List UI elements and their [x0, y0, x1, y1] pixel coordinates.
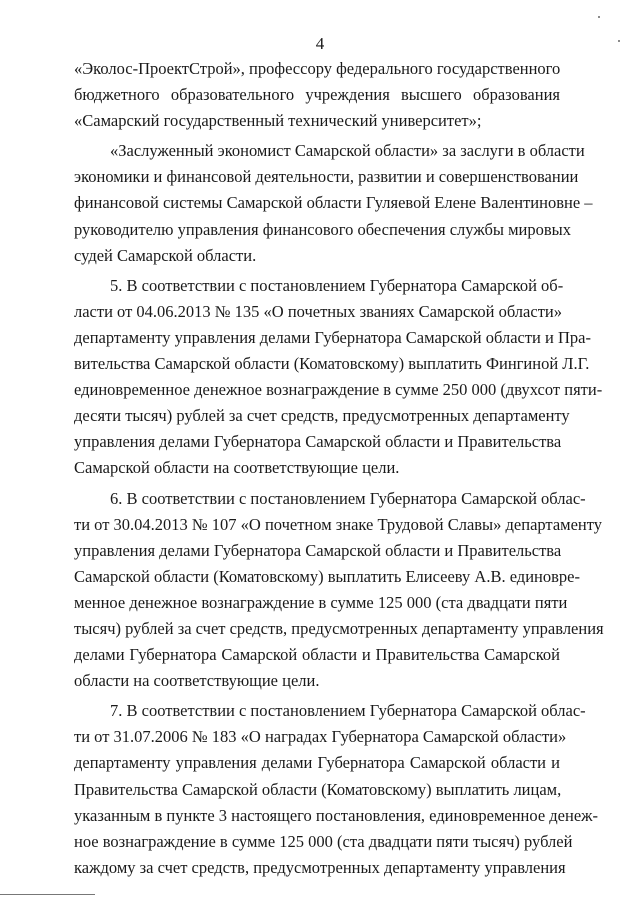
paragraph-item-5: [74, 273, 603, 482]
text-line: судей Самарской области.: [74, 245, 257, 265]
text-line: департаменту управления делами Губернатора Самарской области и: [74, 753, 560, 773]
text-line: 7. В соответствии с постановлением Губернатора Самарской облас-: [110, 701, 586, 721]
text-line: финансовой системы Самарской области Гуляевой Елене Валентиновне –: [74, 193, 593, 213]
text-line: экономики и финансовой деятельности, развитии и совершенствовании: [74, 167, 579, 187]
text-line: 5. В соответствии с постановлением Губернатора Самарской об-: [110, 275, 564, 295]
paragraph-item-6: [74, 486, 604, 695]
paragraph-award-continuation: [74, 56, 560, 134]
text-line: ти от 30.04.2013 № 107 «О почетном знаке Трудовой Славы» департаменту: [74, 514, 602, 534]
text-line: делами Губернатора Самарской области и Правительства Самарской: [74, 645, 560, 665]
scan-speck: [618, 40, 620, 42]
text-line: Самарской области (Коматовскому) выплатить Елисееву А.В. единовре-: [74, 566, 580, 586]
text-line: области на соответствующие цели.: [74, 671, 320, 691]
text-line: десяти тысяч) рублей за счет средств, предусмотренных департаменту: [74, 406, 570, 426]
text-line: ти от 31.07.2006 № 183 «О наградах Губернатора Самарской области»: [74, 727, 567, 747]
text-line: департаменту управления делами Губернатора Самарской области и Пра-: [74, 327, 591, 347]
text-line: ное вознаграждение в сумме 125 000 (ста двадцати пяти тысяч) рублей: [74, 831, 573, 851]
text-line: тысяч) рублей за счет средств, предусмотренных департаменту управления: [74, 618, 604, 638]
text-line: вительства Самарской области (Коматовскому) выплатить Фингиной Л.Г.: [74, 354, 590, 374]
scan-speck: [598, 16, 600, 18]
text-line: Самарской области на соответствующие цели.: [74, 458, 400, 478]
text-line: указанным в пункте 3 настоящего постановления, единовременное денеж-: [74, 805, 599, 825]
text-line: каждому за счет средств, предусмотренных департаменту управления: [74, 857, 566, 877]
text-line: Правительства Самарской области (Коматовскому) выплатить лицам,: [74, 779, 562, 799]
footer-rule: [0, 894, 95, 895]
text-line: менное денежное вознаграждение в сумме 125 000 (ста двадцати пяти: [74, 592, 568, 612]
text-line: руководителю управления финансового обеспечения службы мировых: [74, 219, 572, 239]
text-line: управления делами Губернатора Самарской области и Правительства: [74, 432, 562, 452]
paragraph-honored-economist: [74, 138, 593, 268]
text-line: ласти от 04.06.2013 № 135 «О почетных званиях Самарской области»: [74, 301, 562, 321]
text-line: бюджетного образовательного учреждения высшего образования: [74, 85, 560, 105]
text-line: 6. В соответствии с постановлением Губернатора Самарской облас-: [110, 488, 586, 508]
text-line: управления делами Губернатора Самарской области и Правительства: [74, 540, 562, 560]
text-line: «Самарский государственный технический университет»;: [74, 111, 482, 131]
document-body: [74, 56, 604, 885]
paragraph-item-7: [74, 698, 599, 881]
text-line: единовременное денежное вознаграждение в сумме 250 000 (двухсот пяти-: [74, 380, 603, 400]
text-line: «Эколос-ПроектСтрой», профессору федерального государственного: [74, 59, 561, 78]
page-number: 4: [315, 34, 325, 53]
text-line: «Заслуженный экономист Самарской области» за заслуги в области: [110, 141, 585, 161]
